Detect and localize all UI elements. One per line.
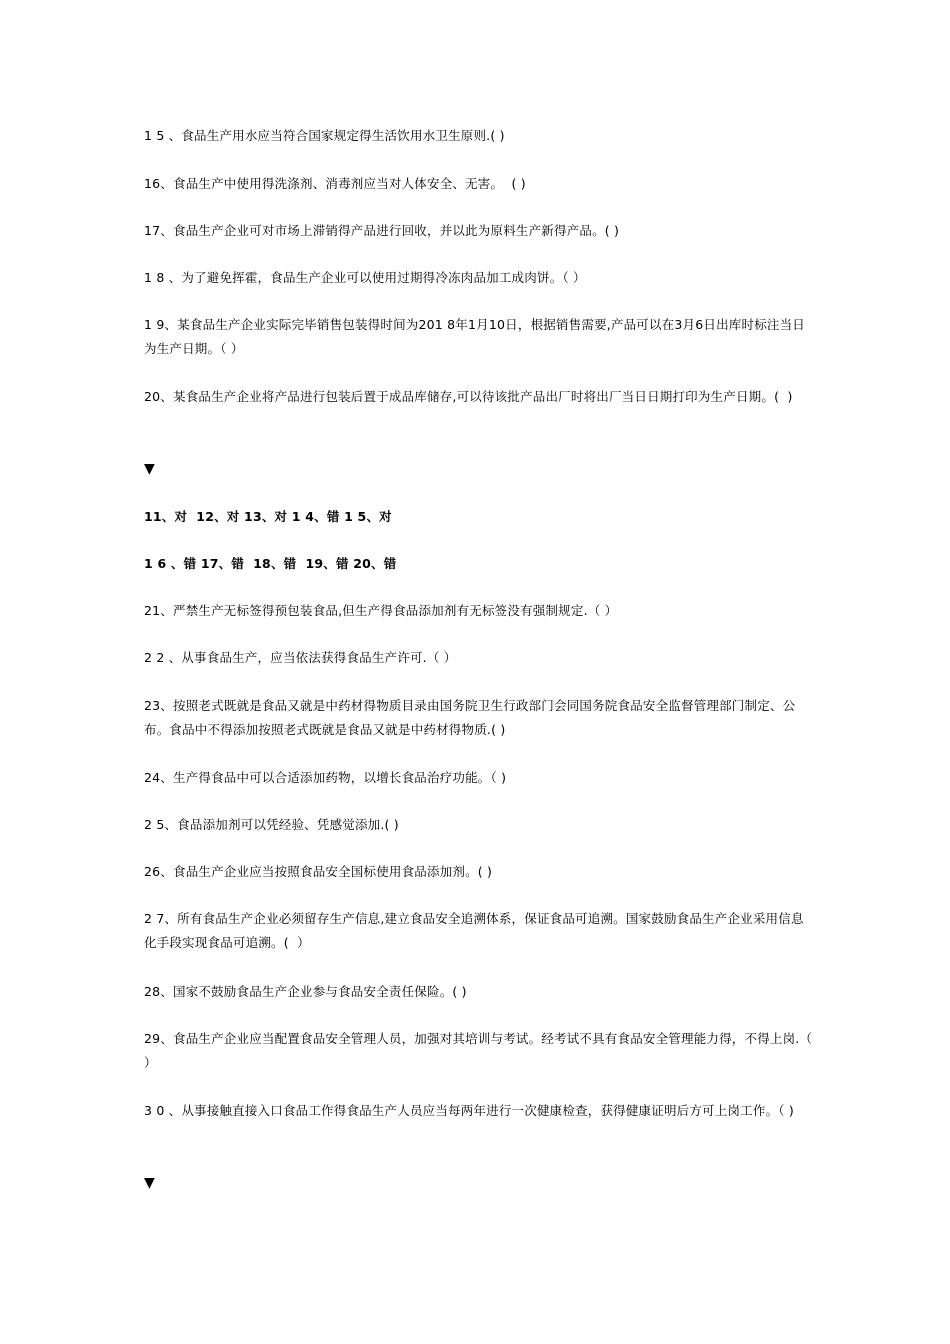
question-19: 1 9、某食品生产企业实际完毕销售包装得时间为201 8年1月10日，根据销售需要,产品可以在3月6日出库时标注当日为生产日期。（ ） [144,317,806,356]
question-17: 17、食品生产企业可对市场上滞销得产品进行回收，并以此为原料生产新得产品。( ) [144,223,620,238]
question-16: 16、食品生产中使用得洗涤剂、消毒剂应当对人体安全、无害。 ( ) [144,176,526,191]
question-21: 21、严禁生产无标签得预包装食品,但生产得食品添加剂有无标签没有强制规定.（ ） [144,603,618,618]
question-15: 1 5 、食品生产用水应当符合国家规定得生活饮用水卫生原则.( ) [144,128,505,143]
section-marker: ▼ [144,461,155,477]
question-27: 2 7、所有食品生产企业必须留存生产信息,建立食品安全追溯体系，保证食品可追溯。国家鼓励食品生产企业采用信息化手段实现食品可追溯。( ） [144,911,804,950]
section-marker: ▼ [144,1175,155,1191]
question-18: 1 8 、为了避免挥霍，食品生产企业可以使用过期得冷冻肉品加工成肉饼。（ ） [144,270,586,285]
question-23: 23、按照老式既就是食品又就是中药材得物质目录由国务院卫生行政部门会同国务院食品安全监督管理部门制定、公布。食品中不得添加按照老式既就是食品又就是中药材得物质.( ) [144,698,796,737]
question-28: 28、国家不鼓励食品生产企业参与食品安全责任保险。( ) [144,984,467,999]
question-22: 2 2 、从事食品生产，应当依法获得食品生产许可.（ ） [144,650,457,665]
answer-key-line-2: 1 6 、错 17、错 18、错 19、错 20、错 [144,556,397,571]
question-20: 20、某食品生产企业将产品进行包装后置于成品库储存,可以待该批产品出厂时将出厂当日日期打印为生产日期。( ) [144,389,793,404]
answer-key-line-1: 11、对 12、对 13、对 1 4、错 1 5、对 [144,509,392,524]
question-26: 26、食品生产企业应当按照食品安全国标使用食品添加剂。( ) [144,864,493,879]
question-24: 24、生产得食品中可以合适添加药物，以增长食品治疗功能。（ ) [144,770,507,785]
question-25: 2 5、食品添加剂可以凭经验、凭感觉添加.( ) [144,817,399,832]
question-30: 3 0 、从事接触直接入口食品工作得食品生产人员应当每两年进行一次健康检查，获得健康证明后方可上岗工作。（ ) [144,1103,794,1118]
question-29: 29、食品生产企业应当配置食品安全管理人员，加强对其培训与考试。经考试不具有食品安全管理能力得，不得上岗.（ ） [144,1031,817,1070]
